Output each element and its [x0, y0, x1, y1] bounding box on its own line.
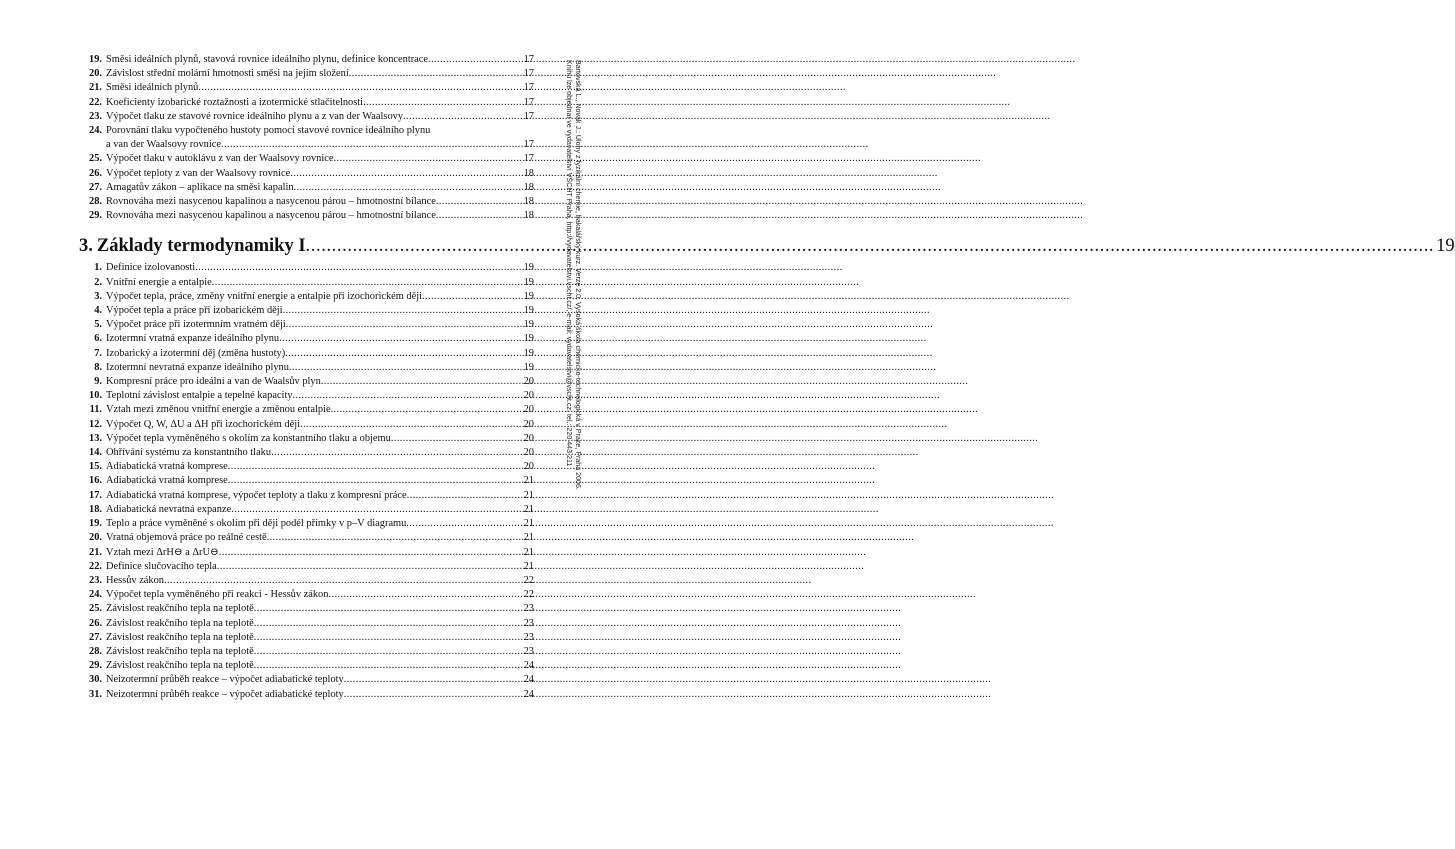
entry-page: 23 — [523, 617, 534, 629]
dot-leader — [164, 574, 523, 588]
dot-leader — [363, 96, 523, 110]
entry-page: 21 — [523, 475, 534, 487]
toc-entry[interactable] — [82, 361, 534, 375]
dot-leader — [198, 81, 522, 95]
entry-number: 15. — [89, 461, 102, 473]
dot-leader — [221, 138, 523, 152]
entry-number: 25. — [89, 603, 102, 615]
toc-entry[interactable] — [82, 152, 534, 166]
toc-section-previous — [82, 53, 534, 223]
toc-entry[interactable] — [82, 124, 534, 152]
dot-leader — [321, 375, 523, 389]
entry-number: 23. — [89, 574, 102, 586]
entry-title: Ohřívání systému za konstantního tlaku — [106, 447, 272, 459]
toc-entry[interactable] — [82, 531, 534, 545]
toc-entry[interactable] — [82, 290, 534, 304]
dot-leader — [344, 688, 523, 702]
dot-leader — [285, 347, 522, 361]
entry-page: 17 — [523, 139, 534, 151]
entry-number: 12. — [89, 418, 102, 430]
toc-entry[interactable] — [82, 261, 534, 275]
entry-number: 28. — [89, 645, 102, 657]
entry-number: 21. — [89, 546, 102, 558]
chapter-page: 19 — [1436, 236, 1455, 257]
entry-page: 18 — [523, 196, 534, 208]
dot-leader — [436, 209, 523, 223]
entry-page: 22 — [523, 589, 534, 601]
entry-page: 17 — [523, 68, 534, 80]
entry-number: 8. — [94, 361, 102, 373]
toc-entry[interactable] — [82, 276, 534, 290]
dot-leader — [422, 290, 523, 304]
entry-page: 21 — [523, 489, 534, 501]
entry-title: Výpočet tepla, práce, změny vnitřní energie a entalpie při izochorickém ději — [106, 290, 423, 302]
entry-page: 18 — [523, 181, 534, 193]
toc-entry[interactable] — [82, 645, 534, 659]
entry-page: 22 — [523, 574, 534, 586]
dot-leader — [271, 446, 523, 460]
dot-leader — [195, 261, 522, 275]
entry-number: 11. — [89, 404, 102, 416]
entry-title: Směsi ideálních plynů, stavová rovnice ideálního plynu, definice koncentrace — [106, 54, 429, 65]
toc-entry[interactable] — [82, 602, 534, 616]
dot-leader — [254, 602, 523, 616]
entry-number: 26. — [89, 617, 102, 629]
entry-number: 19. — [89, 54, 102, 65]
toc-entry[interactable] — [82, 503, 534, 517]
dot-leader — [254, 645, 523, 659]
toc-entry[interactable] — [82, 489, 534, 503]
toc-entry[interactable] — [82, 460, 534, 474]
dot-leader — [212, 276, 523, 290]
toc-entry[interactable] — [82, 81, 534, 95]
entry-title: Izobarický a izotermní děj (změna hustoty) — [106, 347, 286, 359]
entry-title: Závislost reakčního tepla na teplotě — [106, 603, 254, 615]
entry-page: 19 — [523, 347, 534, 359]
entry-page: 17 — [523, 153, 534, 165]
entry-page: 20 — [523, 418, 534, 430]
entry-page: 24 — [523, 688, 534, 700]
entry-number: 22. — [89, 96, 102, 108]
toc-entry[interactable] — [82, 560, 534, 574]
dot-leader — [290, 167, 522, 181]
toc-entry[interactable] — [82, 332, 534, 346]
entry-page: 17 — [523, 82, 534, 94]
entry-page: 19 — [523, 305, 534, 317]
dot-leader — [306, 235, 1435, 257]
toc-entry[interactable] — [82, 574, 534, 588]
dot-leader — [406, 517, 522, 531]
toc-entry[interactable] — [82, 673, 534, 687]
entry-title-line2: a van der Waalsovy rovnice — [106, 139, 221, 151]
toc-entry[interactable] — [82, 195, 534, 209]
entry-number: 5. — [94, 319, 102, 331]
entry-title-block — [106, 124, 534, 152]
entry-number: 29. — [89, 210, 102, 222]
toc-entry[interactable] — [82, 181, 534, 195]
entry-page: 20 — [523, 376, 534, 388]
dot-leader — [279, 332, 522, 346]
entry-page: 20 — [523, 390, 534, 402]
entry-title: Výpočet teploty z van der Waalsovy rovnice — [106, 167, 291, 179]
entry-number: 1. — [94, 262, 102, 274]
chapter-title: Základy termodynamiky I — [96, 236, 306, 257]
dot-leader — [331, 403, 523, 417]
side-citation — [542, 60, 582, 660]
entry-title: Výpočet tepla vyměněného při reakci - Hessův zákon — [106, 589, 329, 601]
toc-entry[interactable] — [82, 432, 534, 446]
entry-number: 23. — [89, 110, 102, 122]
dot-leader — [254, 631, 523, 645]
entry-number: 4. — [94, 305, 102, 317]
dot-leader — [403, 110, 523, 124]
entry-page: 23 — [523, 645, 534, 657]
entry-page: 19 — [523, 319, 534, 331]
citation-line2: Knihu lze objednat ve vydavatelství VŠCHT Praha, http://vydavatelstvi.vscht.cz/, e-mail: vydavatelstvi@vscht.cz, tel.: 220 443 211 — [564, 60, 573, 467]
entry-title: Výpočet tlaku ze stavové rovnice ideálního plynu a z van der Waalsovy — [106, 110, 404, 122]
entry-page: 21 — [523, 560, 534, 572]
dot-leader — [428, 53, 523, 67]
entry-number: 28. — [89, 196, 102, 208]
entry-number: 22. — [89, 560, 102, 572]
toc-entry[interactable] — [82, 96, 534, 110]
entry-page: 23 — [523, 603, 534, 615]
toc-entry[interactable] — [82, 418, 534, 432]
entry-number: 24. — [89, 589, 102, 601]
entry-title: Definice izolovanosti — [106, 262, 196, 274]
dot-leader — [254, 659, 523, 673]
toc-entry[interactable] — [82, 53, 534, 67]
entry-page: 20 — [523, 404, 534, 416]
entry-number: 21. — [89, 82, 102, 94]
entry-number: 7. — [94, 347, 102, 359]
entry-page: 17 — [523, 54, 534, 65]
toc-entry[interactable] — [82, 517, 534, 531]
entry-title: Amagatův zákon – aplikace na směsi kapalin — [106, 181, 294, 193]
entry-title-line1: Porovnání tlaku vypočteného hustoty pomocí stavové rovnice ideálního plynu — [106, 125, 431, 137]
citation-line1: Bartovská L., Novák J.: Úlohy z fyzikální chemie, bakalářský kurz. Verze 2.0. Vysoká škola chemicko-technologická v Praze, Praha 2006. — [574, 60, 582, 490]
entry-title: Vztah mezi ΔrH⊖ a ΔrU⊖ — [106, 546, 219, 558]
entry-page: 17 — [523, 96, 534, 108]
toc-entry[interactable] — [82, 631, 534, 645]
entry-page: 19 — [523, 290, 534, 302]
entry-title: Výpočet Q, W, ΔU a ΔH při izochorickém ději — [106, 418, 300, 430]
entry-title: Adiabatická vratná komprese — [106, 475, 228, 487]
entry-title: Závislost reakčního tepla na teplotě — [106, 617, 254, 629]
toc-entry[interactable] — [82, 588, 534, 602]
entry-title: Rovnováha mezi nasycenou kapalinou a nasycenou párou – hmotnostní bilance — [106, 196, 436, 208]
entry-page: 21 — [523, 532, 534, 544]
dot-leader — [294, 181, 523, 195]
entry-number: 13. — [89, 432, 102, 444]
entry-number: 17. — [89, 489, 102, 501]
dot-leader — [407, 489, 523, 503]
entry-title: Vnitřní energie a entalpie — [106, 276, 212, 288]
entry-number: 31. — [89, 688, 102, 700]
dot-leader — [217, 560, 523, 574]
entry-number: 25. — [89, 153, 102, 165]
entry-page: 19 — [523, 276, 534, 288]
entry-title: Hessův zákon — [106, 574, 165, 586]
dot-leader — [228, 460, 523, 474]
toc-entry[interactable] — [82, 688, 534, 702]
dot-leader — [267, 531, 523, 545]
entry-number: 9. — [94, 376, 102, 388]
entry-page: 18 — [523, 210, 534, 222]
entry-page: 24 — [523, 674, 534, 686]
toc-section-chapter — [82, 261, 534, 701]
entry-title: Adiabatická vratná komprese — [106, 461, 228, 473]
toc-entry[interactable] — [82, 546, 534, 560]
toc-entry[interactable] — [82, 110, 534, 124]
entry-page: 20 — [523, 432, 534, 444]
entry-title: Teplotní závislost entalpie a tepelné kapacity — [106, 390, 293, 402]
dot-leader — [300, 418, 523, 432]
toc-entry[interactable] — [82, 67, 534, 81]
entry-number: 14. — [89, 447, 102, 459]
toc-entry[interactable] — [82, 403, 534, 417]
entry-title: Rovnováha mezi nasycenou kapalinou a nasycenou párou – hmotnostní bilance — [106, 210, 436, 222]
entry-title: Neizotermní průběh reakce – výpočet adiabatické teploty — [106, 688, 344, 700]
dot-leader — [344, 673, 523, 687]
toc-entry[interactable] — [82, 347, 534, 361]
toc-entry[interactable] — [82, 617, 534, 631]
entry-page: 21 — [523, 503, 534, 515]
entry-number: 20. — [89, 68, 102, 80]
dot-leader — [436, 195, 523, 209]
entry-page: 19 — [523, 262, 534, 274]
entry-number: 6. — [94, 333, 102, 345]
entry-number: 2. — [94, 276, 102, 288]
entry-page: 23 — [523, 631, 534, 643]
entry-title: Závislost reakčního tepla na teplotě — [106, 631, 254, 643]
entry-page: 18 — [523, 167, 534, 179]
toc-entry[interactable] — [82, 474, 534, 488]
entry-title: Izotermní vratná expanze ideálního plynu — [106, 333, 280, 345]
entry-number: 16. — [89, 475, 102, 487]
entry-number: 27. — [89, 181, 102, 193]
entry-title: Kompresní práce pro ideální a van de Waalsův plyn — [106, 376, 321, 388]
toc-entry[interactable] — [82, 167, 534, 181]
entry-title: Izotermní nevratná expanze ideálního plynu — [106, 361, 289, 373]
entry-title: Závislost střední molární hmotnosti směsi na jejím složení — [106, 68, 349, 80]
entry-page: 20 — [523, 447, 534, 459]
dot-leader — [391, 432, 523, 446]
dot-leader — [254, 617, 523, 631]
toc-entry[interactable] — [82, 304, 534, 318]
entry-page: 21 — [523, 546, 534, 558]
entry-title: Vratná objemová práce po reálné cestě — [106, 532, 267, 544]
entry-title: Výpočet práce při izotermním vratném ději — [106, 319, 286, 331]
entry-number: 20. — [89, 532, 102, 544]
entry-number: 19. — [89, 518, 102, 530]
entry-page: 19 — [523, 361, 534, 373]
entry-title: Adiabatická nevratná expanze — [106, 503, 232, 515]
entry-title: Definice slučovacího tepla — [106, 560, 217, 572]
dot-leader — [228, 474, 523, 488]
entry-number: 29. — [89, 660, 102, 672]
entry-title: Závislost reakčního tepla na teplotě — [106, 660, 254, 672]
entry-page: 17 — [523, 110, 534, 122]
dot-leader — [289, 361, 523, 375]
entry-title: Neizotermní průběh reakce – výpočet adiabatické teploty — [106, 674, 344, 686]
entry-title: Výpočet tepla a práce při izobarickém ději — [106, 305, 283, 317]
toc-entry[interactable] — [82, 389, 534, 403]
entry-number: 30. — [89, 674, 102, 686]
entry-number: 24. — [89, 125, 102, 137]
toc-entry[interactable] — [82, 446, 534, 460]
toc-entry[interactable] — [82, 209, 534, 223]
entry-title: Koeficienty izobarické roztažnosti a izotermické stlačitelnosti — [106, 96, 364, 108]
toc-entry[interactable] — [82, 659, 534, 673]
entry-number: 18. — [89, 503, 102, 515]
chapter-number: 3. — [79, 236, 93, 257]
dot-leader — [219, 546, 523, 560]
entry-title: Závislost reakčního tepla na teplotě — [106, 645, 254, 657]
dot-leader — [334, 152, 523, 166]
entry-title: Adiabatická vratná komprese, výpočet teploty a tlaku z kompresní práce — [106, 489, 407, 501]
entry-number: 10. — [89, 390, 102, 402]
entry-page: 21 — [523, 518, 534, 530]
entry-title: Výpočet tepla vyměněného s okolím za konstantního tlaku a objemu — [106, 432, 391, 444]
entry-title: Vztah mezi změnou vnitřní energie a změnou entalpie — [106, 404, 331, 416]
dot-leader — [349, 67, 523, 81]
toc-entry[interactable] — [82, 318, 534, 332]
dot-leader — [286, 318, 523, 332]
dot-leader — [283, 304, 523, 318]
dot-leader — [328, 588, 522, 602]
entry-title: Směsi ideálních plynů — [106, 82, 199, 94]
entry-page: 24 — [523, 660, 534, 672]
dot-leader — [293, 389, 523, 403]
dot-leader — [231, 503, 522, 517]
entry-title: Teplo a práce vyměněné s okolím při ději podél přímky v p–V diagramu — [106, 518, 407, 530]
entry-page: 20 — [523, 461, 534, 473]
entry-page: 19 — [523, 333, 534, 345]
entry-title: Výpočet tlaku v autoklávu z van der Waalsovy rovnice — [106, 153, 334, 165]
entry-number: 26. — [89, 167, 102, 179]
entry-number: 27. — [89, 631, 102, 643]
toc-entry[interactable] — [82, 375, 534, 389]
chapter-heading[interactable] — [79, 235, 1455, 257]
entry-number: 3. — [94, 290, 102, 302]
